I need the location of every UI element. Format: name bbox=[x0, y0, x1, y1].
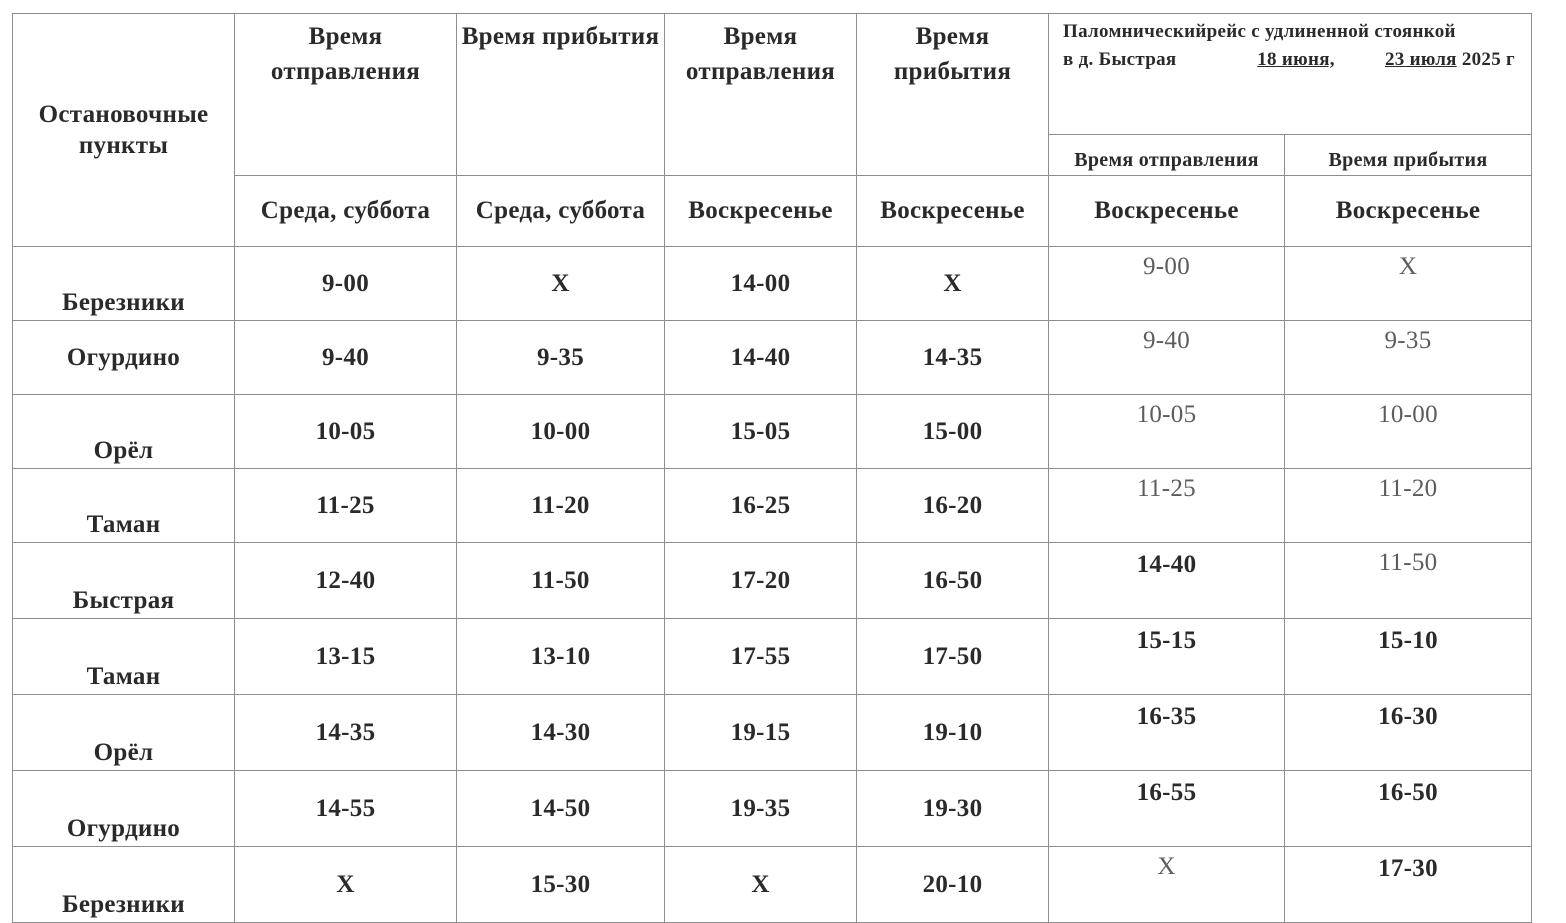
time-cell: 11-25 bbox=[1049, 469, 1285, 543]
time-cell: 19-35 bbox=[665, 771, 857, 847]
pilgrim-trip-place: в д. Быстрая bbox=[1063, 48, 1177, 70]
table-row bbox=[13, 395, 1532, 469]
time-cell: 11-25 bbox=[235, 469, 457, 543]
time-cell: 9-40 bbox=[235, 321, 457, 395]
stop-name: Таман bbox=[13, 619, 235, 695]
schedule-sheet bbox=[12, 13, 1532, 923]
time-cell: 9-40 bbox=[1049, 321, 1285, 395]
stop-name: Березники bbox=[13, 847, 235, 923]
time-cell: 17-50 bbox=[857, 619, 1049, 695]
time-cell: 12-40 bbox=[235, 543, 457, 619]
bus-schedule-table bbox=[12, 13, 1532, 923]
day-header-sunday-2: Воскресенье bbox=[857, 176, 1049, 247]
time-cell: 10-05 bbox=[235, 395, 457, 469]
time-cell: 10-00 bbox=[457, 395, 665, 469]
time-cell: Х bbox=[857, 247, 1049, 321]
pilgrim-trip-title: Паломническийрейс с удлиненной стоянкой bbox=[1063, 21, 1456, 42]
time-cell: 16-20 bbox=[857, 469, 1049, 543]
time-cell: 14-35 bbox=[235, 695, 457, 771]
departure-header-2: Время отправления bbox=[665, 14, 857, 176]
time-cell: 10-00 bbox=[1285, 395, 1532, 469]
pilgrim-trip-dates bbox=[1063, 46, 1521, 74]
time-cell: Х bbox=[1285, 247, 1532, 321]
stop-name: Орёл bbox=[13, 395, 235, 469]
header-row-days bbox=[13, 176, 1532, 247]
time-cell: 16-35 bbox=[1049, 695, 1285, 771]
table-row bbox=[13, 247, 1532, 321]
time-cell: 10-05 bbox=[1049, 395, 1285, 469]
time-cell: 9-00 bbox=[235, 247, 457, 321]
time-cell: 13-15 bbox=[235, 619, 457, 695]
time-cell: 11-20 bbox=[1285, 469, 1532, 543]
table-row bbox=[13, 619, 1532, 695]
time-cell: 15-05 bbox=[665, 395, 857, 469]
table-row bbox=[13, 847, 1532, 923]
time-cell: 16-50 bbox=[857, 543, 1049, 619]
stop-name: Орёл bbox=[13, 695, 235, 771]
stop-name: Березники bbox=[13, 247, 235, 321]
time-cell: 16-30 bbox=[1285, 695, 1532, 771]
time-cell: 14-35 bbox=[857, 321, 1049, 395]
time-cell: 14-00 bbox=[665, 247, 857, 321]
departure-header-1: Время отправления bbox=[235, 14, 457, 176]
stop-name: Таман bbox=[13, 469, 235, 543]
time-cell: 17-30 bbox=[1285, 847, 1532, 923]
time-cell: 14-50 bbox=[457, 771, 665, 847]
time-cell: 15-00 bbox=[857, 395, 1049, 469]
table-row bbox=[13, 771, 1532, 847]
time-cell: 19-10 bbox=[857, 695, 1049, 771]
time-cell: 17-20 bbox=[665, 543, 857, 619]
table-row bbox=[13, 321, 1532, 395]
time-cell: 14-55 bbox=[235, 771, 457, 847]
table-row bbox=[13, 695, 1532, 771]
time-cell: 14-30 bbox=[457, 695, 665, 771]
time-cell: 15-15 bbox=[1049, 619, 1285, 695]
table-row bbox=[13, 469, 1532, 543]
time-cell: 11-50 bbox=[1285, 543, 1532, 619]
pilgrim-date-june: 18 июня, bbox=[1257, 48, 1335, 70]
day-header-wed-sat-1: Среда, суббота bbox=[235, 176, 457, 247]
time-cell: 11-20 bbox=[457, 469, 665, 543]
arrival-header-2: Время прибытия bbox=[857, 14, 1049, 176]
day-header-sunday-3: Воскресенье bbox=[1049, 176, 1285, 247]
stop-name: Огурдино bbox=[13, 321, 235, 395]
time-cell: 15-30 bbox=[457, 847, 665, 923]
day-header-sunday-1: Воскресенье bbox=[665, 176, 857, 247]
time-cell: 13-10 bbox=[457, 619, 665, 695]
time-cell: 19-15 bbox=[665, 695, 857, 771]
time-cell: 16-50 bbox=[1285, 771, 1532, 847]
time-cell: 15-10 bbox=[1285, 619, 1532, 695]
pilgrim-date-july: 23 июля bbox=[1384, 48, 1457, 70]
stops-column-header: Остановочные пункты bbox=[13, 14, 235, 247]
pilgrim-departure-header: Время отправления bbox=[1049, 135, 1285, 176]
time-cell: 14-40 bbox=[665, 321, 857, 395]
time-cell: 19-30 bbox=[857, 771, 1049, 847]
time-cell: 20-10 bbox=[857, 847, 1049, 923]
time-cell: 14-40 bbox=[1049, 543, 1285, 619]
time-cell: Х bbox=[665, 847, 857, 923]
time-cell: 11-50 bbox=[457, 543, 665, 619]
day-header-sunday-4: Воскресенье bbox=[1285, 176, 1532, 247]
time-cell: Х bbox=[1049, 847, 1285, 923]
time-cell: Х bbox=[457, 247, 665, 321]
header-row-top bbox=[13, 14, 1532, 135]
pilgrim-arrival-header: Время прибытия bbox=[1285, 135, 1532, 176]
time-cell: Х bbox=[235, 847, 457, 923]
time-cell: 16-25 bbox=[665, 469, 857, 543]
time-cell: 17-55 bbox=[665, 619, 857, 695]
day-header-wed-sat-2: Среда, суббота bbox=[457, 176, 665, 247]
time-cell: 9-00 bbox=[1049, 247, 1285, 321]
table-row bbox=[13, 543, 1532, 619]
pilgrim-year: 2025 г bbox=[1461, 48, 1515, 70]
arrival-header-1: Время прибытия bbox=[457, 14, 665, 176]
time-cell: 9-35 bbox=[1285, 321, 1532, 395]
stop-name: Огурдино bbox=[13, 771, 235, 847]
time-cell: 9-35 bbox=[457, 321, 665, 395]
stop-name: Быстрая bbox=[13, 543, 235, 619]
time-cell: 16-55 bbox=[1049, 771, 1285, 847]
pilgrim-trip-header bbox=[1049, 14, 1532, 135]
